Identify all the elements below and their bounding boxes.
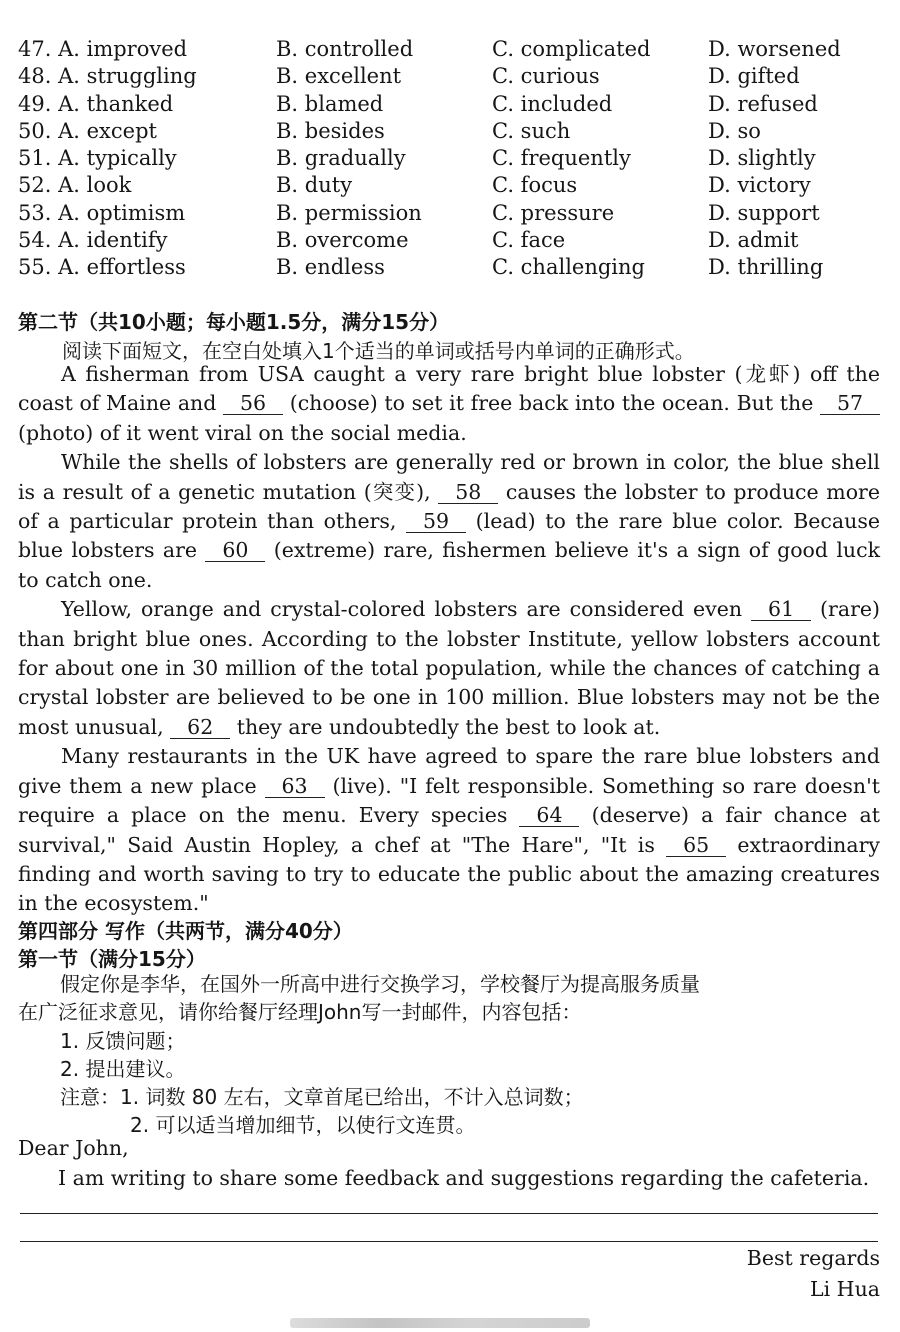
option-a[interactable]: 49. A. thanked (18, 91, 174, 116)
prompt-line-1: 假定你是李华，在国外一所高中进行交换学习，学校餐厅为提高服务质量 (60, 972, 700, 996)
option-b[interactable]: B. excellent (276, 64, 402, 89)
blank-65[interactable]: 65 (666, 834, 726, 857)
option-b[interactable]: B. overcome (276, 228, 409, 253)
option-row (18, 145, 888, 172)
option-row (18, 254, 888, 281)
prompt-item-2: 2. 提出建议。 (60, 1057, 186, 1081)
prompt-note-2: 2. 可以适当增加细节，以使行文连贯。 (130, 1113, 476, 1137)
option-b[interactable]: B. controlled (276, 37, 414, 61)
option-b[interactable]: B. duty (276, 173, 353, 198)
blank-56[interactable]: 56 (223, 392, 283, 415)
option-row (18, 63, 888, 90)
option-row (18, 91, 888, 118)
writing-prompt (18, 968, 880, 1137)
passage-paragraph-2: While the shells of lobsters are generally red or brown in color, the blue shell is a result of a genetic mutation (突变), 58 causes the lobster to produce more of a particular protein than others, 59 (lead) to the rare blue color. Because blue lobsters are 60 (extreme) rare, fishermen believe it's a sign of good luck to catch one. (18, 450, 880, 592)
option-c[interactable]: C. curious (492, 64, 600, 89)
option-a[interactable]: 47. A. improved (18, 37, 188, 61)
option-d[interactable]: D. slightly (708, 146, 816, 171)
option-c[interactable]: C. face (492, 228, 566, 253)
option-row (18, 172, 888, 199)
option-c[interactable]: C. complicated (492, 37, 651, 61)
writing-line-1[interactable] (20, 1213, 878, 1214)
option-b[interactable]: B. gradually (276, 146, 406, 171)
blank-57[interactable]: 57 (820, 392, 880, 415)
letter-greeting: Dear John, (18, 1136, 129, 1160)
section2-title: 第二节（共10小题；每小题1.5分，满分15分） (18, 310, 450, 334)
option-c[interactable]: C. challenging (492, 255, 645, 280)
option-a[interactable]: 55. A. effortless (18, 255, 186, 280)
option-a[interactable]: 50. A. except (18, 118, 157, 143)
option-d[interactable]: D. admit (708, 228, 799, 253)
passage-paragraph-4: Many restaurants in the UK have agreed to spare the rare blue lobsters and give them a new place 63 (live). "I felt responsible. Something so rare doesn't require a place on the menu. Every species 64 (deserve) a fair chance at survival," Said Austin Hopley, a chef at "The Hare", "It is 65 extraordinary finding and worth saving to try to educate the public about the amazing creatures in the ecosystem." (18, 744, 880, 916)
option-row (18, 227, 888, 254)
writing-line-2[interactable] (20, 1241, 878, 1242)
option-b[interactable]: B. blamed (276, 91, 384, 116)
prompt-item-1: 1. 反馈问题； (60, 1029, 186, 1053)
blank-58[interactable]: 58 (438, 481, 498, 504)
blank-60[interactable]: 60 (205, 539, 265, 562)
blank-59[interactable]: 59 (406, 510, 466, 533)
option-d[interactable]: D. support (708, 200, 820, 225)
options-table (18, 36, 888, 282)
part4-title: 第四部分 写作（共两节，满分40分） (18, 919, 353, 943)
prompt-line-2: 在广泛征求意见，请你给餐厅经理John写一封邮件，内容包括： (18, 1000, 582, 1024)
option-d[interactable]: D. worsened (708, 37, 841, 61)
option-a[interactable]: 52. A. look (18, 173, 132, 198)
option-a[interactable]: 48. A. struggling (18, 64, 197, 89)
blank-63[interactable]: 63 (265, 775, 325, 798)
option-d[interactable]: D. so (708, 118, 761, 143)
prompt-note-1: 注意：1. 词数 80 左右，文章首尾已给出，不计入总词数； (60, 1085, 584, 1109)
option-d[interactable]: D. victory (708, 173, 811, 198)
option-d[interactable]: D. refused (708, 91, 818, 116)
option-d[interactable]: D. gifted (708, 64, 800, 89)
part4-subtitle: 第一节（满分15分） (18, 947, 206, 971)
option-c[interactable]: C. included (492, 91, 613, 116)
blank-62[interactable]: 62 (170, 716, 230, 739)
option-c[interactable]: C. such (492, 118, 571, 143)
option-row (18, 36, 888, 63)
option-row (18, 200, 888, 227)
option-a[interactable]: 54. A. identify (18, 228, 168, 253)
option-a[interactable]: 51. A. typically (18, 146, 177, 171)
option-a[interactable]: 53. A. optimism (18, 200, 186, 225)
letter-opening: I am writing to share some feedback and suggestions regarding the cafeteria. (58, 1166, 870, 1190)
passage-paragraph-1: A fisherman from USA caught a very rare bright blue lobster (龙虾) off the coast of Maine and 56 (choose) to set it free back into the ocean. But the 57 (photo) of it went viral on the social media. (18, 362, 880, 445)
blank-64[interactable]: 64 (519, 804, 579, 827)
option-c[interactable]: C. frequently (492, 146, 631, 171)
footer-smudge (290, 1318, 590, 1328)
option-b[interactable]: B. endless (276, 255, 385, 280)
option-b[interactable]: B. besides (276, 118, 385, 143)
option-b[interactable]: B. permission (276, 200, 422, 225)
passage-paragraph-3: Yellow, orange and crystal-colored lobsters are considered even 61 (rare) than bright blue ones. According to the lobster Institute, yellow lobsters account for about one in 30 million of the total population, while the chances of catching a crystal lobster are believed to be one in 100 million. Blue lobsters may not be the most unusual, 62 they are undoubtedly the best to look at. (18, 597, 880, 739)
letter-signature: Li Hua (810, 1277, 880, 1301)
cloze-passage (18, 360, 880, 919)
section2-instruction: 阅读下面短文，在空白处填入1个适当的单词或括号内单词的正确形式。 (62, 339, 695, 363)
blank-61[interactable]: 61 (751, 598, 811, 621)
option-c[interactable]: C. pressure (492, 200, 615, 225)
option-d[interactable]: D. thrilling (708, 255, 824, 280)
option-c[interactable]: C. focus (492, 173, 578, 198)
option-row (18, 118, 888, 145)
letter-closing: Best regards (746, 1246, 880, 1270)
